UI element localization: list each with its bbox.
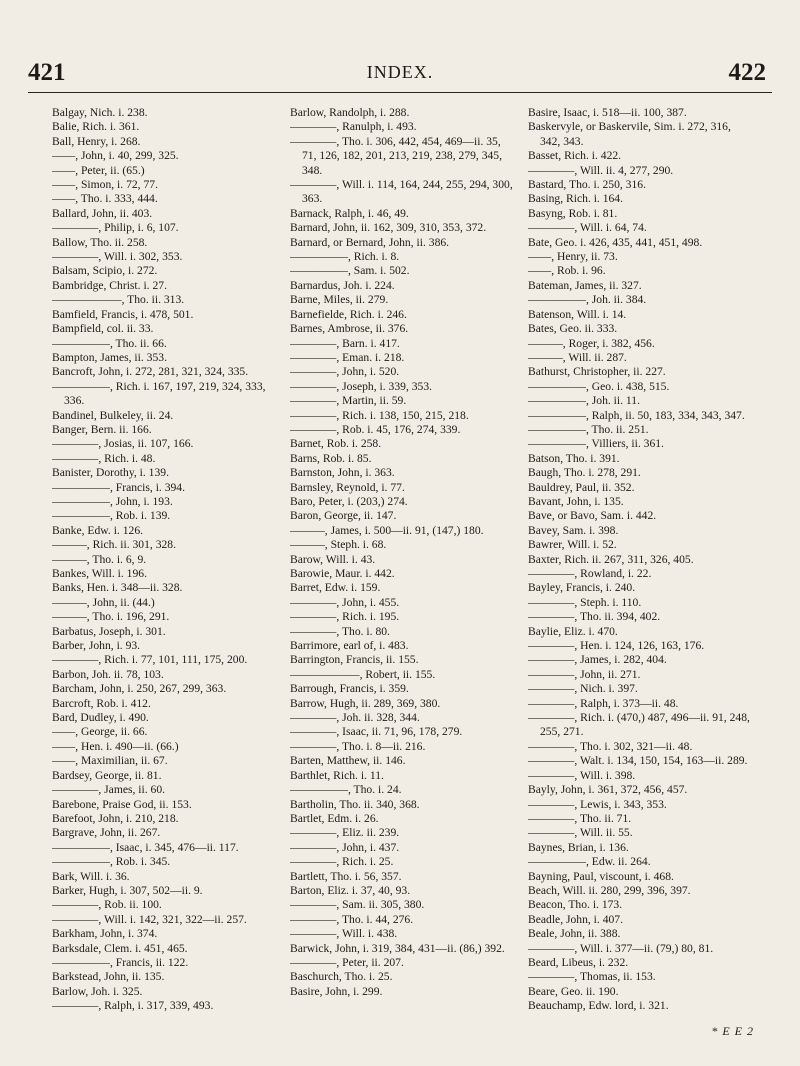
index-entry: ———, Roger, i. 382, 456.	[528, 336, 655, 350]
index-entry: Ballard, John, ii. 403.	[52, 206, 153, 220]
index-entry: —————, Tho. ii. 66.	[52, 336, 167, 350]
index-entry: Bankes, Will. i. 196.	[52, 567, 147, 580]
index-entry: Bartlet, Edm. i. 26.	[290, 811, 379, 825]
index-entry: ————, Rowland, i. 22.	[528, 567, 652, 580]
index-entry: ———, Tho. i. 6, 9.	[52, 552, 147, 566]
index-entry: Bavant, John, i. 135.	[528, 494, 624, 508]
index-entry: ————, Tho. i. 8—ii. 216.	[290, 739, 426, 753]
index-entry: ————, Isaac, ii. 71, 96, 178, 279.	[290, 725, 463, 739]
index-entry: Beadle, John, i. 407.	[528, 912, 623, 926]
index-entry: Beacon, Tho. i. 173.	[528, 898, 623, 912]
page-number-right: 422	[728, 59, 766, 86]
index-entry: ————, Joh. ii. 328, 344.	[290, 711, 420, 725]
index-entry: ——, Simon, i. 72, 77.	[52, 178, 158, 192]
index-entry: Bavey, Sam. i. 398.	[528, 523, 619, 537]
index-entry: Barrington, Francis, ii. 155.	[290, 653, 419, 667]
index-entry: ————, Tho. i. 80.	[290, 624, 390, 638]
index-entry: ————, Will. i. 142, 321, 322—ii. 257.	[52, 912, 247, 926]
index-entry: ————, Thomas, ii. 153.	[528, 970, 656, 984]
index-entry: Barton, Eliz. i. 37, 40, 93.	[290, 883, 411, 897]
index-entry: Baugh, Tho. i. 278, 291.	[528, 466, 641, 480]
index-entry: ————, Steph. i. 110.	[528, 595, 642, 609]
index-entry: Bate, Geo. i. 426, 435, 441, 451, 498.	[528, 235, 703, 249]
index-entry: Bampton, James, ii. 353.	[52, 350, 167, 364]
index-entry: Barns, Rob. i. 85.	[290, 451, 372, 465]
index-entry: ————, Rich. i. 48.	[52, 451, 156, 465]
index-entry: Baron, George, ii. 147.	[290, 509, 397, 523]
index-entry: Barbatus, Joseph, i. 301.	[52, 624, 166, 638]
index-entry: Batson, Tho. i. 391.	[528, 451, 620, 465]
index-entry: —————, Rich. i. 8.	[290, 250, 400, 264]
index-entry: ————, Eliz. ii. 239.	[290, 826, 400, 840]
index-entry: ——, Rob. i. 96.	[528, 264, 606, 278]
index-entry: ————, Peter, ii. 207.	[290, 955, 404, 969]
index-entry: Bayning, Paul, viscount, i. 468.	[528, 869, 674, 883]
index-entry: Beare, Geo. ii. 190.	[528, 984, 619, 998]
index-entry: Beale, John, ii. 388.	[528, 927, 621, 941]
index-entry: ————, Tho. i. 302, 321—ii. 48.	[528, 739, 693, 753]
index-entry: Barnefielde, Rich. i. 246.	[290, 307, 407, 321]
index-entry: ————, Ranulph, i. 493.	[290, 120, 417, 134]
index-entry: Bartholin, Tho. ii. 340, 368.	[290, 797, 420, 811]
index-entry: —————, Isaac, i. 345, 476—ii. 117.	[52, 840, 239, 854]
index-entry: ————, Rich. i. (470,) 487, 496—ii. 91, 248, 255, 271.	[528, 711, 750, 739]
signature-mark: * E E 2	[711, 1024, 754, 1038]
index-entry: Batenson, Will. i. 14.	[528, 307, 627, 321]
index-entry: ———, James, i. 500—ii. 91, (147,) 180.	[290, 523, 484, 537]
index-entry: —————, Rich. i. 167, 197, 219, 324, 333, 336.	[52, 379, 266, 408]
index-entry: Barwick, John, i. 319, 384, 431—ii. (86,) 392.	[290, 941, 505, 955]
index-entry: ————, Rich. i. 77, 101, 111, 175, 200.	[52, 653, 248, 667]
index-entry: Bargrave, John, ii. 267.	[52, 826, 161, 840]
index-entry: —————, Joh. ii. 11.	[528, 394, 640, 408]
index-entry: Banke, Edw. i. 126.	[52, 523, 144, 537]
index-entry: —————, Geo. i. 438, 515.	[528, 379, 670, 393]
index-entry: Basing, Rich. i. 164.	[528, 192, 624, 206]
index-entry: ————, Rich. i. 195.	[290, 610, 400, 624]
index-entry: —————, Edw. ii. 264.	[528, 855, 651, 869]
index-entry: ——————, Tho. ii. 313.	[52, 293, 185, 307]
index-entry: Barcham, John, i. 250, 267, 299, 363.	[52, 682, 227, 696]
index-entry: Barrimore, earl of, i. 483.	[290, 639, 409, 653]
index-entry: Basire, John, i. 299.	[290, 984, 383, 998]
index-entry: Barkstead, John, ii. 135.	[52, 970, 165, 984]
index-entry: —————, Rob. i. 139.	[52, 509, 171, 523]
index-entry: ————, Josias, ii. 107, 166.	[52, 437, 194, 451]
page-title: INDEX.	[366, 62, 434, 82]
index-entry: —————, Francis, i. 394.	[52, 480, 185, 494]
index-entry: ————, Will. i. 377—ii. (79,) 80, 81.	[528, 941, 714, 955]
index-entry: Barber, John, i. 93.	[52, 639, 141, 653]
index-entry: Basyng, Rob. i. 81.	[528, 206, 618, 220]
index-entry: Beach, Will. ii. 280, 299, 396, 397.	[528, 883, 691, 897]
index-entry: —————, Joh. ii. 384.	[528, 293, 647, 307]
index-entry: Bandinel, Bulkeley, ii. 24.	[52, 408, 174, 422]
index-entry: Barow, Will. i. 43.	[290, 552, 376, 566]
index-entry: Balsam, Scipio, i. 272.	[52, 264, 158, 278]
index-entry: ————, Will. ii. 4, 277, 290.	[528, 163, 674, 177]
index-entry: ————, John, i. 437.	[290, 840, 400, 854]
index-entry: Balgay, Nich. i. 238.	[52, 106, 148, 119]
index-entry: Barowie, Maur. i. 442.	[290, 567, 395, 580]
index-entry: ————, John, i. 455.	[290, 595, 400, 609]
index-entry: ——, George, ii. 66.	[52, 725, 148, 739]
index-entry: Bard, Dudley, i. 490.	[52, 711, 149, 725]
index-entry: Barnsley, Reynold, i. 77.	[290, 480, 405, 494]
index-entry: ——, Hen. i. 490—ii. (66.)	[52, 739, 179, 753]
index-entry: ————, Will. i. 302, 353.	[52, 250, 183, 264]
index-entry: ————, Joseph, i. 339, 353.	[290, 379, 433, 393]
index-entry: Bark, Will. i. 36.	[52, 869, 130, 883]
index-entry: ———, Rich. ii. 301, 328.	[52, 538, 176, 552]
index-entry: ————, Rob. i. 45, 176, 274, 339.	[290, 422, 461, 436]
index-entry: Baschurch, Tho. i. 25.	[290, 970, 393, 984]
index-entry: Barnard, John, ii. 162, 309, 310, 353, 372.	[290, 221, 487, 235]
index-entry: ————, Philip, i. 6, 107.	[52, 221, 179, 235]
index-entry: ————, Rich. i. 138, 150, 215, 218.	[290, 408, 469, 422]
index-entry: ————, Sam. ii. 305, 380.	[290, 898, 425, 912]
index-entry: ————, Will. ii. 55.	[528, 826, 633, 840]
index-entry: ————, Will. i. 64, 74.	[528, 221, 647, 235]
index-entry: Baxter, Rich. ii. 267, 311, 326, 405.	[528, 552, 694, 566]
index-entry: Banister, Dorothy, i. 139.	[52, 466, 169, 480]
index-entry: ————, Tho. i. 306, 442, 454, 469—ii. 35, 71, 126, 182, 201, 213, 219, 238, 279, 345, 348.	[290, 134, 502, 177]
index-entry: ————, Tho. i. 44, 276.	[290, 912, 414, 926]
index-entry: Beauchamp, Edw. lord, i. 321.	[528, 999, 669, 1013]
index-entry: ————, Lewis, i. 343, 353.	[528, 797, 667, 811]
index-entry: —————, Villiers, ii. 361.	[528, 437, 664, 451]
index-entry: Barefoot, John, i. 210, 218.	[52, 811, 179, 825]
index-entry: Bamfield, Francis, i. 478, 501.	[52, 307, 194, 321]
index-column-3	[528, 106, 752, 1046]
index-entry: ————, Rich. i. 25.	[290, 855, 394, 869]
index-entry: —————, Tho. ii. 251.	[528, 422, 649, 436]
index-entry: ————, Will. i. 398.	[528, 768, 636, 782]
index-entry: ————, Will. i. 438.	[290, 927, 398, 941]
index-entry: Barkham, John, i. 374.	[52, 927, 158, 941]
index-entry: ————, Walt. i. 134, 150, 154, 163—ii. 289.	[528, 754, 748, 768]
index-entry: Barnard, or Bernard, John, ii. 386.	[290, 235, 450, 249]
index-entry: Barnack, Ralph, i. 46, 49.	[290, 206, 409, 220]
index-entry: Barnet, Rob. i. 258.	[290, 437, 382, 451]
index-column-1	[52, 106, 276, 1046]
index-entry: Barne, Miles, ii. 279.	[290, 293, 389, 307]
index-entry: Ballow, Tho. ii. 258.	[52, 235, 148, 249]
index-entry: Beard, Libeus, i. 232.	[528, 955, 629, 969]
index-entry: ——, Maximilian, ii. 67.	[52, 754, 168, 768]
index-entry: ——, Peter, ii. (65.)	[52, 163, 145, 177]
index-entry: Barrough, Francis, i. 359.	[290, 682, 409, 696]
index-entry: —————, John, i. 193.	[52, 494, 173, 508]
index-entry: Barbon, Joh. ii. 78, 103.	[52, 667, 164, 681]
index-entry: —————, Rob. i. 345.	[52, 855, 171, 869]
index-entry: ———, Tho. i. 196, 291.	[52, 610, 170, 624]
index-entry: Bayley, Francis, i. 240.	[528, 581, 636, 595]
index-entry: Balie, Rich. i. 361.	[52, 120, 140, 134]
page-number-left: 421	[28, 59, 66, 86]
index-entry: Bancroft, John, i. 272, 281, 321, 324, 335.	[52, 365, 249, 379]
index-entry: Bartlett, Tho. i. 56, 357.	[290, 869, 402, 883]
index-entry: ———, Will. ii. 287.	[528, 350, 627, 364]
index-entry: Bateman, James, ii. 327.	[528, 278, 642, 292]
index-entry: ————, Tho. ii. 394, 402.	[528, 610, 661, 624]
index-entry: Bastard, Tho. i. 250, 316.	[528, 178, 646, 192]
index-entry: ———, Steph. i. 68.	[290, 538, 387, 552]
index-entry: Baro, Peter, i. (203,) 274.	[290, 494, 408, 508]
index-entry: Barten, Matthew, ii. 146.	[290, 754, 406, 768]
index-entry: ————, Barn. i. 417.	[290, 336, 400, 350]
index-entry: Barcroft, Rob. i. 412.	[52, 696, 151, 710]
index-entry: —————, Ralph, ii. 50, 183, 334, 343, 347.	[528, 408, 745, 422]
index-entry: Bathurst, Christopher, ii. 227.	[528, 365, 666, 379]
index-entry: Barthlet, Rich. i. 11.	[290, 768, 384, 782]
index-entry: Banks, Hen. i. 348—ii. 328.	[52, 581, 183, 595]
page-header	[24, 58, 776, 92]
index-entry: Bauldrey, Paul, ii. 352.	[528, 480, 635, 494]
index-entry: —————, Sam. i. 502.	[290, 264, 410, 278]
index-entry: ————, Ralph, i. 317, 339, 493.	[52, 999, 214, 1013]
index-entry: Barker, Hugh, i. 307, 502—ii. 9.	[52, 883, 203, 897]
index-entry: ————, Nich. i. 397.	[528, 682, 638, 696]
index-entry: ——————, Robert, ii. 155.	[290, 667, 436, 681]
index-entry: Bave, or Bavo, Sam. i. 442.	[528, 509, 657, 523]
index-entry: Bawrer, Will. i. 52.	[528, 538, 617, 552]
index-entry: ———, John, ii. (44.)	[52, 595, 155, 609]
index-entry: Barlow, Joh. i. 325.	[52, 984, 143, 998]
index-entry: Basire, Isaac, i. 518—ii. 100, 387.	[528, 106, 687, 119]
index-entry: ————, Tho. ii. 71.	[528, 811, 632, 825]
index-entry: Bardsey, George, ii. 81.	[52, 768, 162, 782]
index-entry: Baskervyle, or Baskervile, Sim. i. 272, 316, 342, 343.	[528, 120, 731, 148]
index-entry: ————, Ralph, i. 373—ii. 48.	[528, 696, 679, 710]
index-entry: Barksdale, Clem. i. 451, 465.	[52, 941, 188, 955]
index-entry: Bayly, John, i. 361, 372, 456, 457.	[528, 783, 688, 797]
index-entry: ————, James, ii. 60.	[52, 783, 166, 797]
index-entry: —————, Tho. i. 24.	[290, 783, 402, 797]
index-entry: Barret, Edw. i. 159.	[290, 581, 381, 595]
index-entry: ————, Eman. i. 218.	[290, 350, 405, 364]
index-entry: Barebone, Praise God, ii. 153.	[52, 797, 192, 811]
index-columns	[52, 106, 752, 1056]
index-entry: Barlow, Randolph, i. 288.	[290, 106, 410, 119]
index-entry: ————, Hen. i. 124, 126, 163, 176.	[528, 639, 705, 653]
index-entry: Barrow, Hugh, ii. 289, 369, 380.	[290, 696, 441, 710]
index-entry: Basset, Rich. i. 422.	[528, 149, 622, 163]
index-entry: ————, James, i. 282, 404.	[528, 653, 667, 667]
index-entry: ————, John, ii. 271.	[528, 667, 641, 681]
index-entry: Barnes, Ambrose, ii. 376.	[290, 322, 409, 336]
index-entry: ——, John, i. 40, 299, 325.	[52, 149, 179, 163]
index-entry: ————, Rob. ii. 100.	[52, 898, 162, 912]
index-entry: ——, Henry, ii. 73.	[528, 250, 618, 264]
index-column-2	[290, 106, 514, 1046]
index-entry: Barnston, John, i. 363.	[290, 466, 395, 480]
index-entry: Barnardus, Joh. i. 224.	[290, 278, 395, 292]
index-entry: Bampfield, col. ii. 33.	[52, 322, 154, 336]
index-entry: Banger, Bern. ii. 166.	[52, 422, 152, 436]
index-entry: Bates, Geo. ii. 333.	[528, 322, 618, 336]
header-rule	[28, 92, 772, 93]
index-entry: Baylie, Eliz. i. 470.	[528, 624, 618, 638]
index-entry: Bambridge, Christ. i. 27.	[52, 278, 167, 292]
index-entry: —————, Francis, ii. 122.	[52, 955, 189, 969]
index-entry: ————, Will. i. 114, 164, 244, 255, 294, 300, 363.	[290, 178, 513, 206]
index-entry: ————, Martin, ii. 59.	[290, 394, 407, 408]
index-entry: ——, Tho. i. 333, 444.	[52, 192, 158, 206]
index-entry: Ball, Henry, i. 268.	[52, 134, 141, 148]
index-entry: Baynes, Brian, i. 136.	[528, 840, 629, 854]
index-entry: ————, John, i. 520.	[290, 365, 400, 379]
